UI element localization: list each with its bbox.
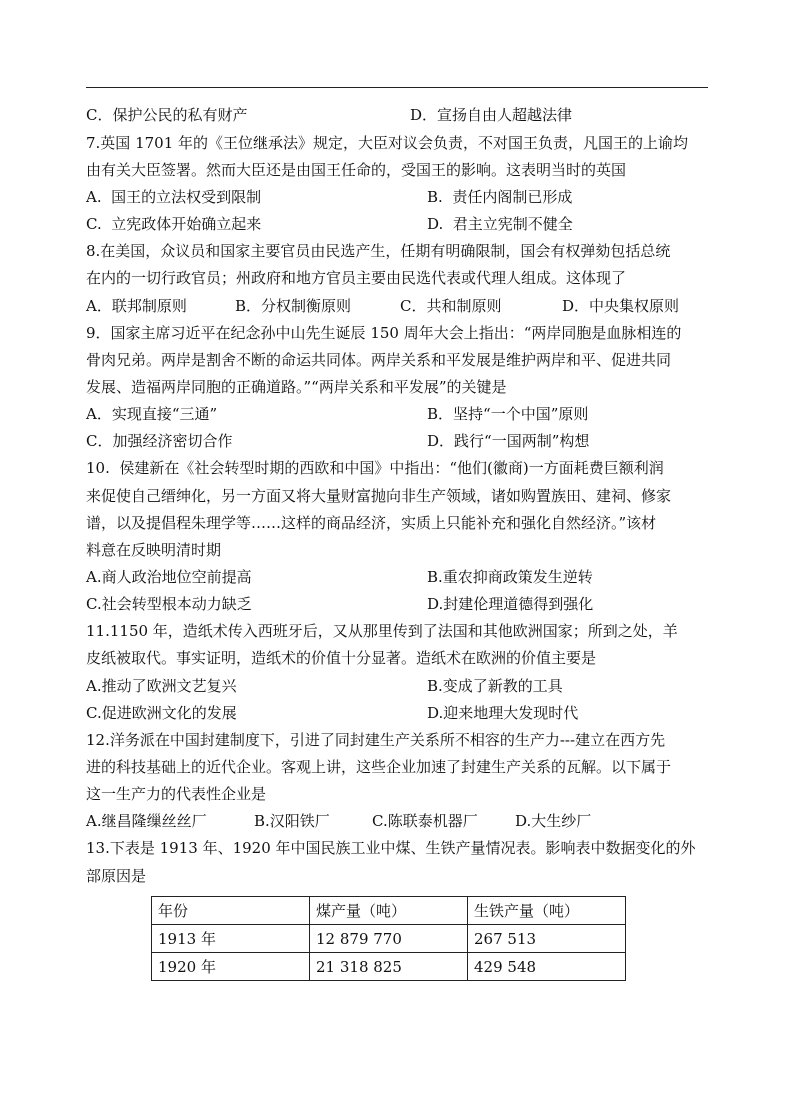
table-header-row xyxy=(152,897,626,925)
q9-option-c: C．加强经济密切合作 xyxy=(86,432,233,450)
cell-iron: 429 548 xyxy=(468,953,626,981)
header-coal: 煤产量（吨） xyxy=(310,897,468,925)
q8-option-a: A．联邦制原则 xyxy=(86,297,187,315)
header-year: 年份 xyxy=(152,897,310,925)
q10-option-d: D.封建伦理道德得到强化 xyxy=(427,595,594,613)
q9-stem-line-3: 发展、造福两岸同胞的正确道路。”“两岸关系和平发展”的关键是 xyxy=(86,378,507,396)
q13-stem-line-1: 13.下表是 1913 年、1920 年中国民族工业中煤、生铁产量情况表。影响表中数据变化的外 xyxy=(86,839,696,857)
q10-stem-line-3: 谱，以及提倡程朱理学等……这样的商品经济，实质上只能补充和强化自然经济。”该材 xyxy=(86,514,657,532)
q13-stem-line-2: 部原因是 xyxy=(86,867,147,885)
header-iron: 生铁产量（吨） xyxy=(468,897,626,925)
q9-stem-line-1: 9．国家主席习近平在纪念孙中山先生诞辰 150 周年大会上指出：“两岸同胞是血脉相连的 xyxy=(86,324,682,342)
q7-stem-line-1: 7.英国 1701 年的《王位继承法》规定，大臣对议会负责，不对国王负责，凡国王的上谕均 xyxy=(86,134,689,152)
header-rule xyxy=(86,87,708,88)
cell-year: 1920 年 xyxy=(152,953,310,981)
q7-option-d: D. 君主立宪制不健全 xyxy=(427,215,573,233)
q11-option-d: D.迎来地理大发现时代 xyxy=(427,704,579,722)
q8-option-c: C．共和制原则 xyxy=(400,297,502,315)
cell-iron: 267 513 xyxy=(468,925,626,953)
q12-stem-line-2: 进的科技基础上的近代企业。客观上讲，这些企业加速了封建生产关系的瓦解。以下属于 xyxy=(86,758,672,776)
q8-stem-line-2: 在内的一切行政官员；州政府和地方官员主要由民选代表或代理人组成。这体现了 xyxy=(86,269,627,287)
q9-option-d: D．践行“一国两制”构想 xyxy=(427,432,590,450)
q10-option-c: C.社会转型根本动力缺乏 xyxy=(86,595,252,613)
q7-stem-line-2: 由有关大臣签署。然而大臣还是由国王任命的，受国王的影响。这表明当时的英国 xyxy=(86,161,627,179)
q10-option-a: A.商人政治地位空前提高 xyxy=(86,568,252,586)
q8-option-d: D．中央集权原则 xyxy=(562,297,680,315)
q11-option-b: B.变成了新教的工具 xyxy=(427,677,563,695)
q11-option-a: A.推动了欧洲文艺复兴 xyxy=(86,677,237,695)
q9-stem-line-2: 骨肉兄弟。两岸是割舍不断的命运共同体。两岸关系和平发展是维护两岸和平、促进共同 xyxy=(86,351,672,369)
q8-option-b: B．分权制衡原则 xyxy=(235,297,352,315)
q12-option-d: D.大生纱厂 xyxy=(515,812,592,830)
q10-stem-line-2: 来促使自己缙绅化，另一方面又将大量财富抛向非生产领域，诸如购置族田、建祠、修家 xyxy=(86,487,672,505)
q9-option-b: B．坚持“一个中国”原则 xyxy=(427,405,589,423)
cell-year: 1913 年 xyxy=(152,925,310,953)
q11-stem-line-2: 皮纸被取代。事实证明，造纸术的价值十分显著。造纸术在欧洲的价值主要是 xyxy=(86,649,597,667)
q10-stem-line-1: 10. 侯建新在《社会转型时期的西欧和中国》中指出：“他们(徽商)一方面耗费巨额利润 xyxy=(86,459,664,477)
q6-option-c: C．保护公民的私有财产 xyxy=(86,106,248,124)
q7-option-c: C. 立宪政体开始确立起来 xyxy=(86,215,262,233)
q9-option-a: A．实现直接“三通” xyxy=(86,405,218,423)
q10-option-b: B.重农抑商政策发生逆转 xyxy=(427,568,593,586)
q12-option-c: C.陈联泰机器厂 xyxy=(372,812,478,830)
q12-stem-line-3: 这一生产力的代表性企业是 xyxy=(86,785,267,803)
table-row xyxy=(152,953,626,981)
q8-stem-line-1: 8.在美国，众议员和国家主要官员由民选产生，任期有明确限制，国会有权弹劾包括总统 xyxy=(86,242,671,260)
q6-option-d: D．宣扬自由人超越法律 xyxy=(410,106,573,124)
cell-coal: 12 879 770 xyxy=(310,925,468,953)
production-table xyxy=(151,896,626,981)
table-row xyxy=(152,925,626,953)
q11-stem-line-1: 11.1150 年，造纸术传入西班牙后，又从那里传到了法国和其他欧洲国家；所到之处，羊 xyxy=(86,622,678,640)
q7-option-b: B. 责任内阁制已形成 xyxy=(427,188,573,206)
q7-option-a: A. 国王的立法权受到限制 xyxy=(86,188,262,206)
q12-option-b: B.汉阳铁厂 xyxy=(254,812,330,830)
q11-option-c: C.促进欧洲文化的发展 xyxy=(86,704,237,722)
q12-stem-line-1: 12.洋务派在中国封建制度下，引进了同封建生产关系所不相容的生产力---建立在西方先 xyxy=(86,731,666,749)
q10-stem-line-4: 料意在反映明清时期 xyxy=(86,541,222,559)
cell-coal: 21 318 825 xyxy=(310,953,468,981)
q12-option-a: A.继昌隆缫丝丝厂 xyxy=(86,812,207,830)
